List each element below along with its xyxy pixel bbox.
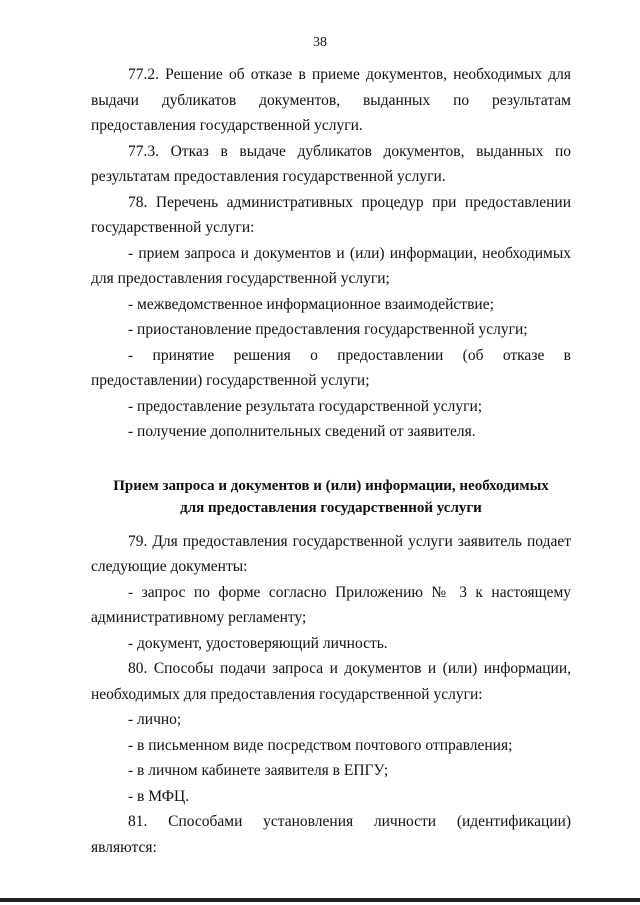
list-item-submission-method: - в личном кабинете заявителя в ЕПГУ; (128, 762, 389, 779)
page-bottom-border (0, 898, 640, 902)
section-heading-line: Прием запроса и документов и (или) информации, необходимых (113, 477, 549, 494)
paragraph-79: 79. Для предоставления государственной услуги заявитель подает следующие документы: (91, 532, 571, 575)
list-item-procedure: - получение дополнительных сведений от заявителя. (128, 423, 476, 440)
paragraph-80: 80. Способы подачи запроса и документов и (или) информации, необходимых для предоставления государственной услуги: (91, 660, 571, 703)
paragraph-77-2: 77.2. Решение об отказе в приеме документов, необходимых для выдачи дубликатов документов, выданных по результатам предоставления государственной услуги. (91, 66, 571, 134)
list-item-document: - документ, удостоверяющий личность. (128, 634, 388, 652)
list-item-submission-method: - в письменном виде посредством почтового отправления; (128, 736, 513, 754)
list-item-procedure: - принятие решения о предоставлении (об отказе в предоставлении) государственной услуги; (91, 346, 571, 389)
list-item-procedure: - предоставление результата государственной услуги; (128, 397, 483, 415)
paragraph-81: 81. Способами установления личности (идентификации) являются: (91, 813, 571, 856)
document-body (91, 62, 571, 860)
list-item-submission-method: - в МФЦ. (128, 787, 190, 805)
list-item-document: - запрос по форме согласно Приложению № 3 к настоящему административному регламенту; (91, 583, 571, 626)
paragraph-77-3: 77.3. Отказ в выдаче дубликатов документов, выданных по результатам предоставления государственной услуги. (91, 142, 571, 185)
paragraph-78: 78. Перечень административных процедур при предоставлении государственной услуги: (91, 193, 571, 236)
page-number: 38 (313, 35, 327, 50)
list-item-procedure: - межведомственное информационное взаимодействие; (128, 295, 494, 313)
section-heading (91, 475, 571, 519)
list-item-procedure: - прием запроса и документов и (или) информации, необходимых для предоставления государственной услуги; (91, 244, 571, 287)
list-item-submission-method: - лично; (128, 711, 182, 728)
list-item-procedure: - приостановление предоставления государственной услуги; (128, 321, 528, 338)
section-heading-line: для предоставления государственной услуги (180, 499, 482, 516)
